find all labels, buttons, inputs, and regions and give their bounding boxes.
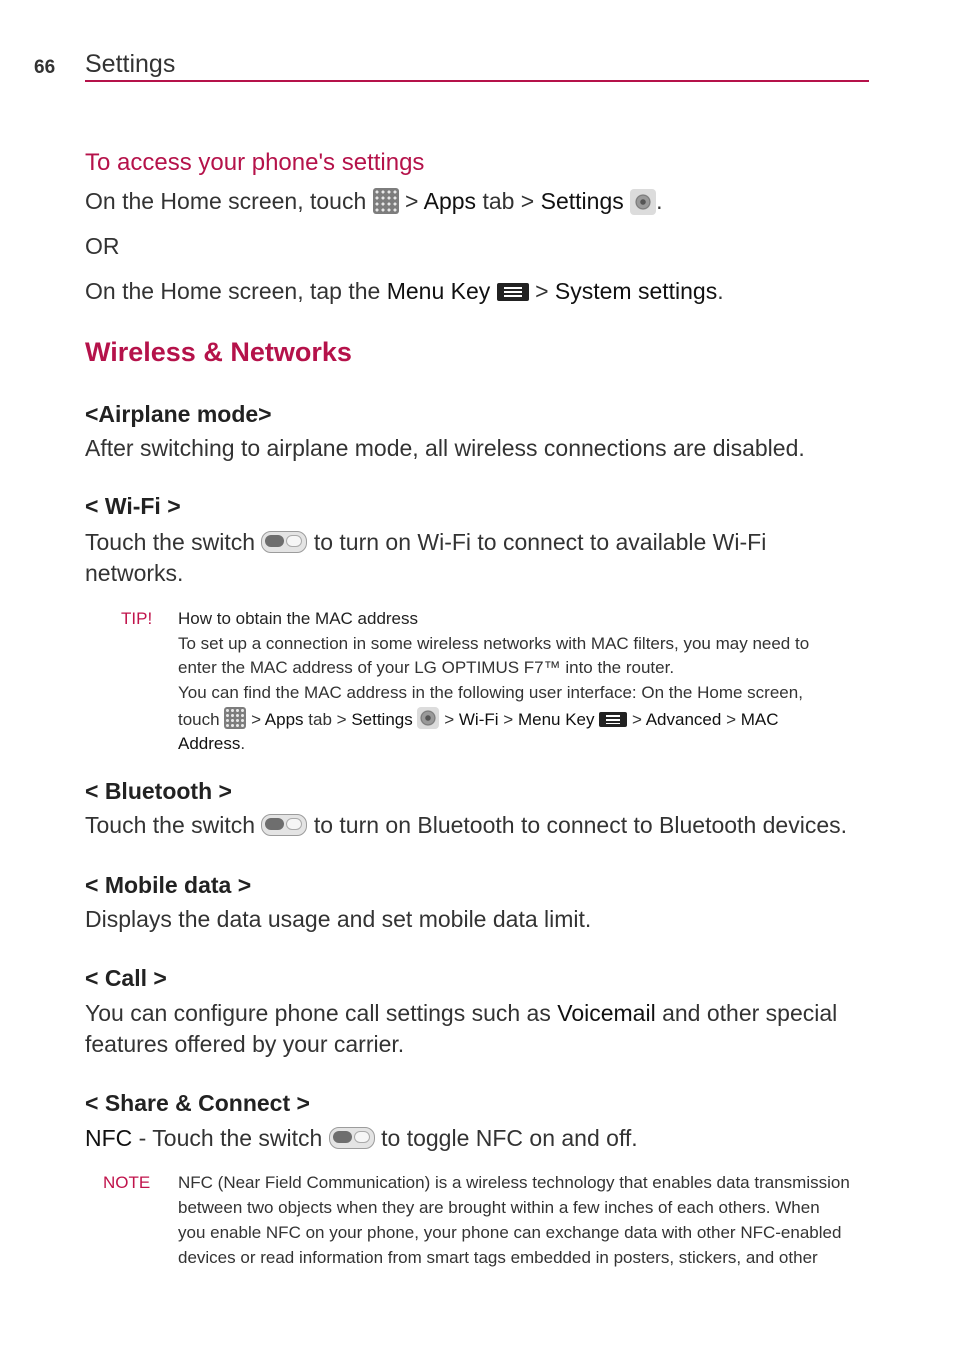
airplane-desc: After switching to airplane mode, all wireless connections are disabled. — [85, 435, 805, 461]
tip-line-2: enter the MAC address of your LG OPTIMUS F7™ into the router. — [178, 658, 675, 677]
tip-line-1: To set up a connection in some wireless networks with MAC filters, you may need to — [178, 634, 810, 653]
note-line-3: you enable NFC on your phone, your phone can exchange data with other NFC-enabled — [178, 1223, 842, 1242]
call-title: < Call > — [85, 965, 167, 991]
tip-line-4: touch > Apps tab > Settings > Wi-Fi > Menu Key > Advanced > MAC — [178, 707, 779, 732]
bluetooth-desc: Touch the switch to turn on Bluetooth to connect to Bluetooth devices. — [85, 812, 848, 838]
header-divider — [85, 80, 869, 82]
page-number: 66 — [34, 57, 56, 78]
tip-line-3: You can find the MAC address in the following user interface: On the Home screen, — [178, 683, 803, 702]
wifi-desc: Touch the switch to turn on Wi-Fi to connect to available Wi-Fi — [85, 529, 767, 555]
airplane-title: <Airplane mode> — [85, 401, 272, 427]
bluetooth-title: < Bluetooth > — [85, 778, 232, 804]
menu-key-icon — [497, 283, 529, 301]
page-title: Settings — [85, 50, 176, 78]
settings-gear-icon — [417, 707, 439, 729]
wifi-title: < Wi-Fi > — [85, 493, 181, 519]
menu-key-icon — [599, 712, 627, 727]
apps-grid-icon — [373, 188, 399, 214]
note-line-1: NFC (Near Field Communication) is a wireless technology that enables data transmission — [178, 1173, 850, 1192]
note-label: NOTE — [103, 1173, 151, 1192]
toggle-switch-icon — [329, 1127, 375, 1149]
apps-grid-icon — [224, 707, 246, 729]
note-line-2: between two objects when they are brought within a few inches of each others. When — [178, 1198, 820, 1217]
settings-gear-icon — [630, 189, 656, 215]
call-desc: You can configure phone call settings such as Voicemail and other special — [85, 1000, 838, 1026]
access-line-1: On the Home screen, touch > Apps tab > Settings . — [85, 188, 663, 214]
toggle-switch-icon — [261, 814, 307, 836]
access-line-2: On the Home screen, tap the Menu Key > System settings. — [85, 278, 724, 304]
share-nfc-desc: NFC - Touch the switch to toggle NFC on and off. — [85, 1125, 638, 1151]
share-title: < Share & Connect > — [85, 1090, 310, 1116]
call-desc-line-2: features offered by your carrier. — [85, 1031, 405, 1057]
toggle-switch-icon — [261, 531, 307, 553]
tip-title: How to obtain the MAC address — [178, 609, 419, 628]
tip-line-5: Address. — [178, 734, 246, 753]
access-or: OR — [85, 233, 120, 259]
mobile-data-desc: Displays the data usage and set mobile data limit. — [85, 906, 592, 932]
note-line-4: devices or read information from smart tags embedded in posters, stickers, and other — [178, 1248, 818, 1267]
section-heading: Wireless & Networks — [85, 337, 352, 367]
tip-label: TIP! — [121, 609, 153, 628]
wifi-desc-line-2: networks. — [85, 560, 184, 586]
mobile-data-title: < Mobile data > — [85, 872, 252, 898]
access-heading: To access your phone's settings — [85, 149, 425, 176]
